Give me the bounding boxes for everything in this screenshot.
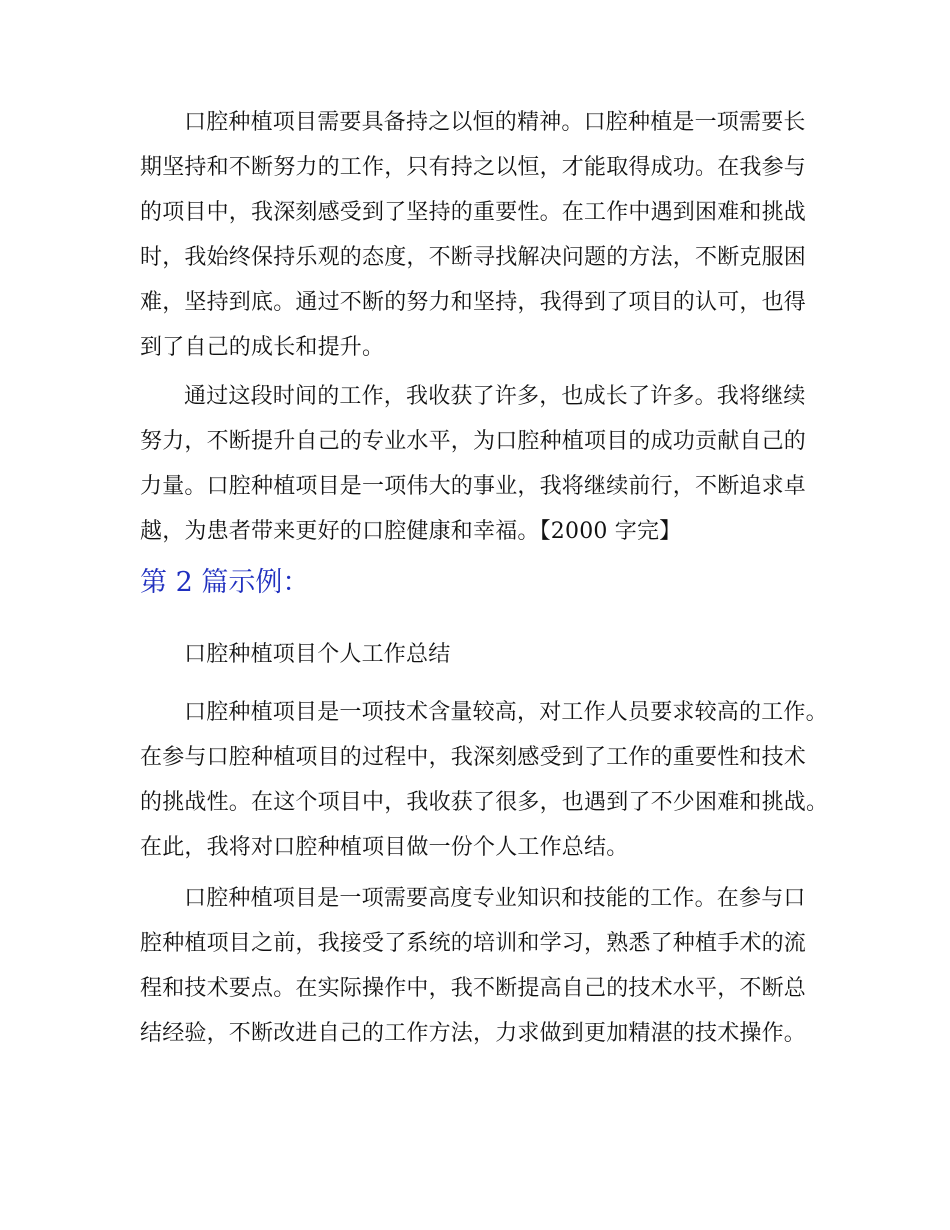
- text-line: 越，为患者带来更好的口腔健康和幸福。【2000 字完】: [140, 519, 682, 544]
- text-line: 力量。口腔种植项目是一项伟大的事业，我将继续前行，不断追求卓: [140, 474, 807, 499]
- text-line: 在参与口腔种植项目的过程中，我深刻感受到了工作的重要性和技术: [140, 745, 807, 770]
- text-line: 在此，我将对口腔种植项目做一份个人工作总结。: [140, 835, 629, 860]
- summary-title-block: [140, 632, 840, 677]
- text-line: 口腔种植项目是一项技术含量较高，对工作人员要求较高的工作。: [184, 700, 828, 725]
- example-heading: 第 2 篇示例：: [140, 567, 310, 598]
- text-line: 难，坚持到底。通过不断的努力和坚持，我得到了项目的认可，也得: [140, 290, 807, 315]
- summary-title: 口腔种植项目个人工作总结: [184, 642, 451, 667]
- text-line: 的项目中，我深刻感受到了坚持的重要性。在工作中遇到困难和挑战: [140, 200, 807, 225]
- text-line: 的挑战性。在这个项目中，我收获了很多，也遇到了不少困难和挑战。: [140, 790, 829, 815]
- text-line: 通过这段时间的工作，我收获了许多，也成长了许多。我将继续: [184, 384, 806, 409]
- paragraph-conclusion: [140, 374, 840, 554]
- text-line: 腔种植项目之前，我接受了系统的培训和学习，熟悉了种植手术的流: [140, 931, 807, 956]
- text-line: 程和技术要点。在实际操作中，我不断提高自己的技术水平，不断总: [140, 976, 807, 1001]
- paragraph-skills: [140, 876, 840, 1056]
- paragraph-perseverance: [140, 100, 840, 370]
- paragraph-introduction: [140, 690, 840, 870]
- text-line: 到了自己的成长和提升。: [140, 335, 385, 360]
- text-line: 努力，不断提升自己的专业水平，为口腔种植项目的成功贡献自己的: [140, 429, 807, 454]
- text-line: 期坚持和不断努力的工作，只有持之以恒，才能取得成功。在我参与: [140, 155, 807, 180]
- text-line: 结经验，不断改进自己的工作方法，力求做到更加精湛的技术操作。: [140, 1021, 807, 1046]
- text-line: 时，我始终保持乐观的态度，不断寻找解决问题的方法，不断克服困: [140, 245, 807, 270]
- text-line: 口腔种植项目是一项需要高度专业知识和技能的工作。在参与口: [184, 886, 806, 911]
- text-line: 口腔种植项目需要具备持之以恒的精神。口腔种植是一项需要长: [184, 110, 806, 135]
